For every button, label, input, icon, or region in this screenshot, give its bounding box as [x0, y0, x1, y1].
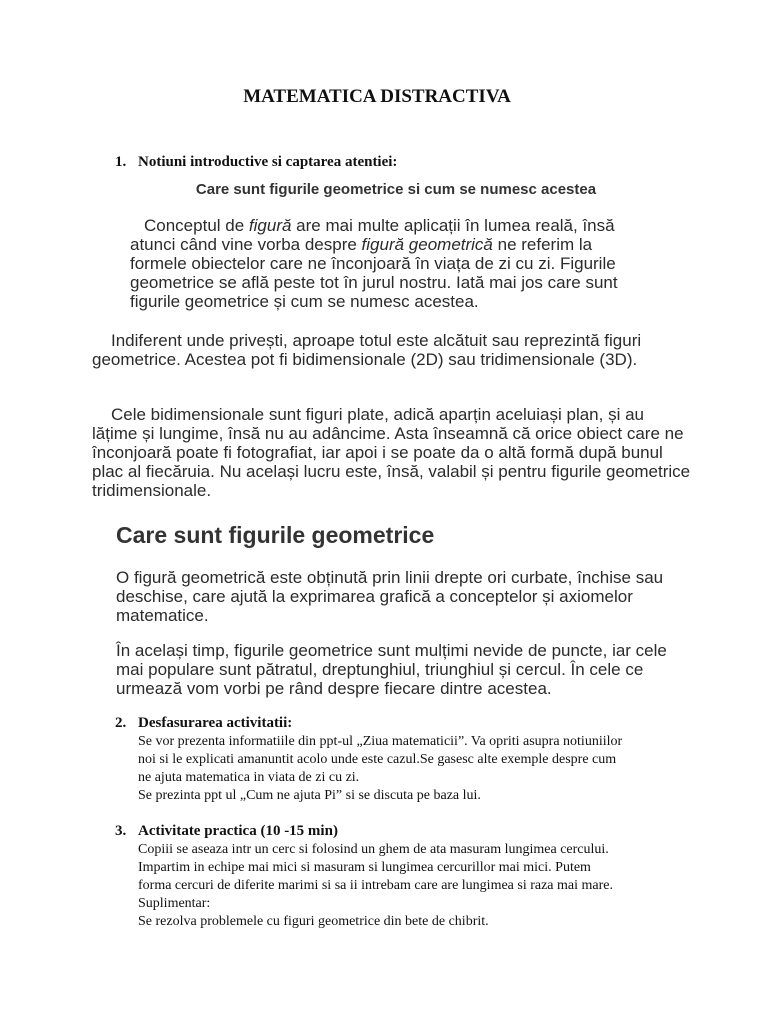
document-title: MATEMATICA DISTRACTIVA — [243, 86, 511, 107]
para1-text-1: Conceptul de — [144, 216, 249, 235]
paragraph-concept — [130, 216, 650, 311]
section-1-heading — [115, 154, 397, 171]
para1-italic-2: figură geometrică — [361, 235, 493, 254]
section-3-body — [138, 841, 613, 931]
section-2-number: 2. — [115, 715, 127, 731]
section-2-line: ne ajuta matematica in viata de zi cu zi. — [138, 770, 360, 785]
para2-text: Indiferent unde privești, aproape totul este alcătuit sau reprezintă figuri geometrice. Acestea pot fi bidimensionale (2D) sau tridimensionale (3D). — [92, 331, 642, 369]
section-2-body — [138, 733, 622, 805]
section-2-heading — [115, 715, 292, 732]
section-3-line: Se rezolva problemele cu figuri geometrice din bete de chibrit. — [138, 914, 489, 929]
section-2-line: noi si le explicati amanuntit acolo unde este cazul.Se gasesc alte exemple despre cum — [138, 752, 617, 767]
para4-text: O figură geometrică este obținută prin linii drepte ori curbate, închise sau deschise, care ajută la exprimarea grafică a conceptelor și axiomelor matematice. — [116, 568, 664, 625]
section-1-heading-text: Notiuni introductive si captarea atentiei: — [138, 154, 398, 170]
section-3-line: Suplimentar: — [138, 896, 211, 911]
para1-text-2: are mai multe aplicații în lumea reală, însă atunci când vine vorba despre — [130, 216, 615, 254]
section-2-line: Se vor prezenta informatiile din ppt-ul „Ziua matematicii”. Va opriti asupra notiuniilor — [138, 734, 623, 749]
section-2-heading-text: Desfasurarea activitatii: — [138, 715, 293, 731]
para5-text: În același timp, figurile geometrice sunt mulțimi nevide de puncte, iar cele mai populare sunt pătratul, dreptunghiul, triunghiul și cercul. În cele ce urmează vom vorbi pe rând despre fiecare dintre acestea. — [116, 641, 667, 698]
section-3-heading-text: Activitate practica (10 -15 min) — [138, 823, 338, 839]
section-heading-figuri: Care sunt figurile geometrice — [116, 522, 435, 548]
para1-text-3: ne referim la formele obiectelor care ne înconjoară în viața de zi cu zi. Figurile geometrice se află peste tot în jurul nostru. Iată mai jos care sunt figurile geometrice și cum se numesc acestea. — [130, 235, 618, 311]
para3-text: Cele bidimensionale sunt figuri plate, adică aparțin aceluiași plan, și au lățime și lungime, însă nu au adâncime. Asta înseamnă că orice obiect care ne înconjoară poate fi fotografiat, iar apoi i se poate da o altă formă după bunul plac al fiecăruia. Nu același lucru este, însă, valabil și pentru figurile geometrice tridimensionale. — [92, 405, 691, 500]
section-2-line: Se prezinta ppt ul „Cum ne ajuta Pi” si se discuta pe baza lui. — [138, 788, 481, 803]
paragraph-bidimensionale — [92, 405, 692, 500]
section-1-number: 1. — [115, 154, 127, 170]
para1-italic-1: figură — [248, 216, 292, 235]
section-3-line: forma cercuri de diferite marimi si sa ii intrebam care are lungimea si raza mai mare. — [138, 878, 613, 893]
paragraph-definitie — [116, 568, 676, 625]
section-3-line: Impartim in echipe mai mici si masuram si lungimea cercurillor mai mici. Putem — [138, 860, 591, 875]
section-3-line: Copiii se aseaza intr un cerc si folosind un ghem de ata masuram lungimea cercului. — [138, 842, 609, 857]
paragraph-indiferent — [92, 331, 692, 369]
section-1-subheading: Care sunt figurile geometrice si cum se numesc acestea — [195, 181, 597, 198]
section-3-heading — [115, 823, 338, 840]
section-3-number: 3. — [115, 823, 127, 839]
paragraph-multimi — [116, 641, 676, 698]
